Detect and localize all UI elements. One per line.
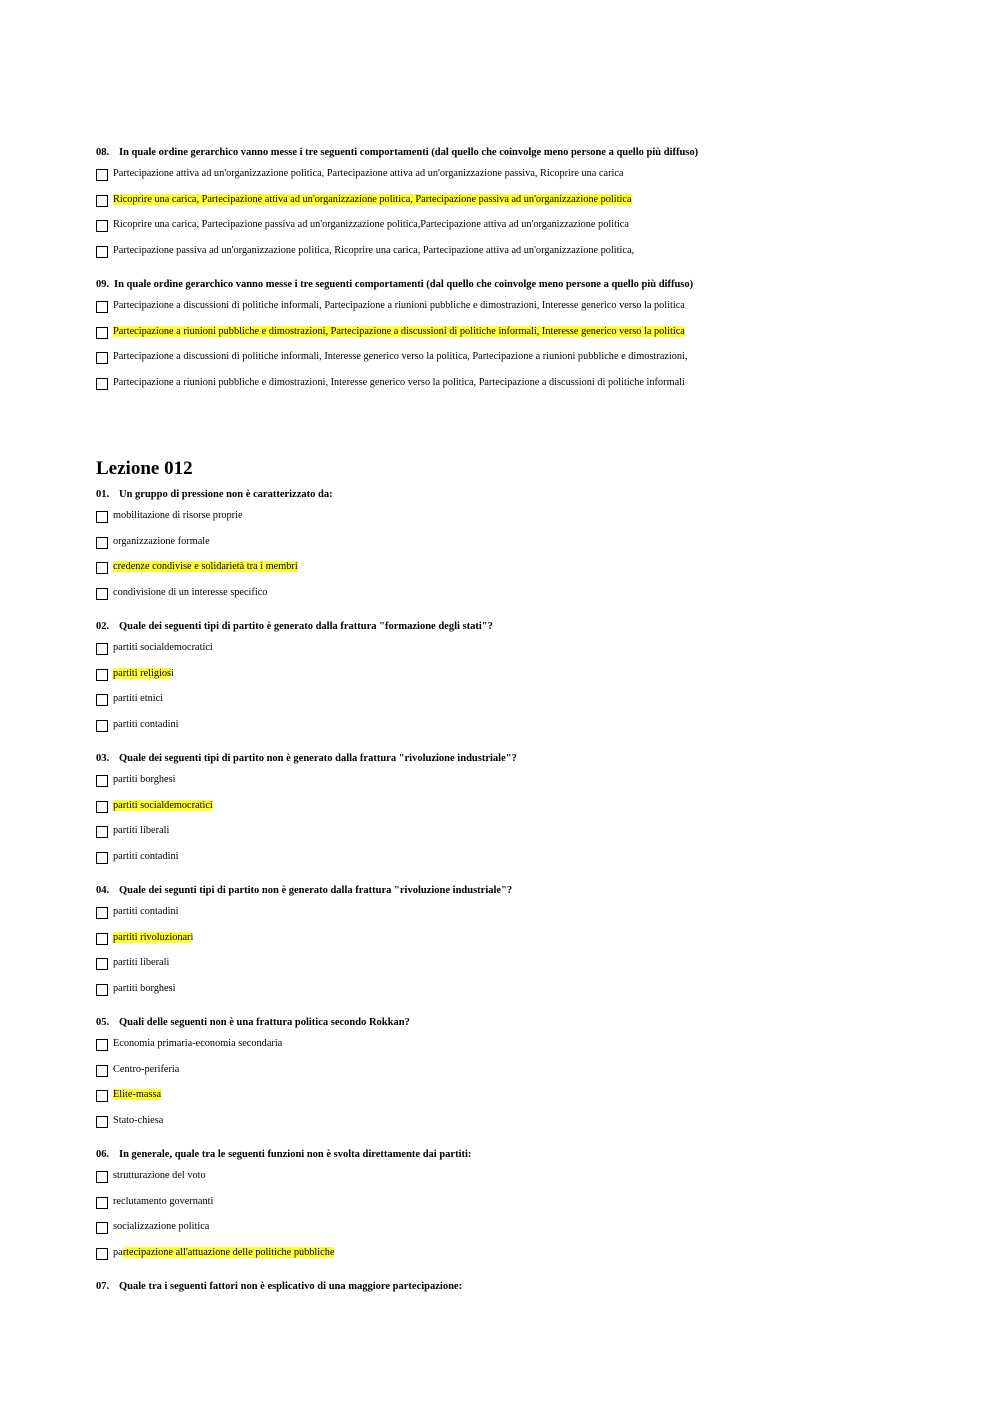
question-block — [96, 752, 966, 872]
answer-text-plain: partiti etnici — [113, 693, 164, 704]
answer-text-plain: partiti contadini — [113, 718, 179, 730]
answer-option[interactable] — [96, 1085, 966, 1111]
question-block — [96, 884, 966, 1004]
correct-answer-highlight: partiti religios — [113, 667, 172, 679]
answer-text-plain: Partecipazione a discussioni di politiche informali, Interesse generico verso la politica, Partecipazione a riunioni pubbliche e dimostrazioni, — [113, 351, 688, 362]
answer-option[interactable] — [96, 689, 966, 715]
answer-text — [113, 193, 632, 207]
question-number: 05. — [96, 1017, 110, 1028]
answer-text — [113, 982, 175, 996]
answer-text-plain: partiti socialdemocratici — [113, 642, 213, 653]
answer-text-plain: partiti liberali — [113, 957, 170, 968]
question-label: Quale tra i seguenti fattori non è esplicativo di una maggiore partecipazione: — [119, 1281, 463, 1292]
answer-text — [113, 641, 213, 655]
question-number: 03. — [96, 753, 110, 764]
checkbox-icon[interactable] — [96, 537, 108, 549]
answer-text-plain: Partecipazione attiva ad un'organizzazione politica, Partecipazione attiva ad un'organizzazione passiva, Ricoprire una carica — [113, 168, 624, 179]
answer-text-plain: i — [190, 931, 194, 943]
answer-option[interactable] — [96, 190, 966, 216]
answer-text-plain: strutturazione del voto — [113, 1170, 206, 1181]
checkbox-icon[interactable] — [96, 907, 108, 919]
answer-text — [113, 799, 213, 813]
answer-text — [113, 586, 267, 600]
correct-answer-highlight: partiti socialdemocratici — [113, 799, 213, 811]
answer-option[interactable] — [96, 902, 966, 928]
question-number: 02. — [96, 621, 110, 632]
answer-option[interactable] — [96, 953, 966, 979]
answer-text-plain: partiti contadini — [113, 906, 179, 917]
question-number: 07. — [96, 1281, 110, 1292]
answer-text — [113, 535, 210, 549]
question-text — [96, 1016, 966, 1030]
answer-option[interactable] — [96, 215, 966, 241]
checkbox-icon[interactable] — [96, 694, 108, 706]
checkbox-icon[interactable] — [96, 562, 108, 574]
checkbox-icon[interactable] — [96, 169, 108, 181]
answer-text — [113, 218, 629, 232]
answer-option[interactable] — [96, 296, 966, 322]
answer-text-plain: Partecipazione a riunioni pubbliche e dimostrazioni, Interesse generico verso la politica, Partecipazione a discussioni di politiche informali — [113, 376, 685, 388]
correct-answer-highlight: partiti rivoluzionar — [113, 931, 191, 943]
checkbox-icon[interactable] — [96, 933, 108, 945]
answer-text-plain: Centro-periferia — [113, 1063, 180, 1075]
answer-text — [113, 850, 178, 864]
question-number: 06. — [96, 1149, 110, 1160]
answer-text — [113, 905, 178, 919]
question-label: In quale ordine gerarchico vanno messe i tre seguenti comportamenti (dal quello che coinvolge meno persone a quello più diffuso) — [114, 279, 694, 290]
checkbox-icon[interactable] — [96, 1116, 108, 1128]
answer-option[interactable] — [96, 979, 966, 1005]
question-text — [96, 146, 966, 160]
answer-text — [113, 167, 624, 181]
answer-text — [113, 1169, 206, 1183]
answer-option[interactable] — [96, 532, 966, 558]
answer-option[interactable] — [96, 1217, 966, 1243]
answer-text-plain: partiti borghesi — [113, 982, 176, 994]
question-block — [96, 1280, 966, 1294]
question-text — [96, 1148, 966, 1162]
question-block — [96, 488, 966, 608]
correct-answer-highlight: Partecipazione a riunioni pubbliche e dimostrazioni, Partecipazione a discussioni di politiche informali, Interesse generico verso la politica — [113, 325, 685, 337]
checkbox-icon[interactable] — [96, 852, 108, 864]
question-label: In generale, quale tra le seguenti funzioni non è svolta direttamente dai partiti: — [119, 1149, 472, 1160]
correct-answer-highlight: Elite-massa — [113, 1089, 162, 1100]
answer-text-plain: Partecipazione passiva ad un'organizzazione politica, Ricoprire una carica, Partecipazione attiva ad un'organizzazione politica, — [113, 244, 635, 256]
answer-text — [113, 376, 685, 390]
question-text — [96, 1280, 966, 1294]
question-label: Quale dei seguenti tipi di partito non è generato dalla frattura "rivoluzione industriale"? — [119, 753, 517, 764]
checkbox-icon[interactable] — [96, 1222, 108, 1234]
correct-answer-highlight: Ricoprire una carica, Partecipazione attiva ad un'organizzazione politica, Partecipazione passiva ad un'organizzazione politica — [113, 193, 632, 205]
answer-option[interactable] — [96, 664, 966, 690]
checkbox-icon[interactable] — [96, 1039, 108, 1051]
question-text — [96, 488, 966, 502]
question-block — [96, 620, 966, 740]
checkbox-icon[interactable] — [96, 984, 108, 996]
answer-text-plain: partiti contadini — [113, 850, 179, 862]
question-text — [96, 620, 966, 634]
answer-option[interactable] — [96, 1111, 966, 1137]
answer-text-plain: organizzazione formale — [113, 535, 210, 547]
correct-answer-highlight: credenze condivise e solidarietà tra i membri — [113, 561, 298, 572]
checkbox-icon[interactable] — [96, 1090, 108, 1102]
answer-text — [113, 1246, 334, 1260]
checkbox-icon[interactable] — [96, 301, 108, 313]
question-label: Quale dei seguenti tipi di partito è generato dalla frattura "formazione degli stati"? — [119, 621, 493, 632]
answer-option[interactable] — [96, 638, 966, 664]
answer-text-plain: socializzazione politica — [113, 1221, 210, 1232]
question-number: 01. — [96, 489, 110, 500]
answer-option[interactable] — [96, 847, 966, 873]
lesson-title: Lezione 012 — [96, 458, 193, 479]
question-label: In quale ordine gerarchico vanno messe i tre seguenti comportamenti (dal quello che coinvolge meno persone a quello più diffuso) — [119, 147, 699, 158]
answer-option[interactable] — [96, 506, 966, 532]
answer-option[interactable] — [96, 796, 966, 822]
checkbox-icon[interactable] — [96, 958, 108, 970]
answer-text-plain: mobilitazione di risorse proprie — [113, 510, 243, 521]
answer-text-plain: Partecipazione a discussioni di politiche informali, Partecipazione a riunioni pubbliche e dimostrazioni, Interesse generico verso la politica — [113, 300, 685, 311]
answer-option[interactable] — [96, 928, 966, 954]
answer-text — [113, 509, 243, 523]
answer-text — [113, 325, 685, 339]
answer-option[interactable] — [96, 1060, 966, 1086]
question-block — [96, 278, 966, 398]
question-block — [96, 146, 966, 266]
answer-text — [113, 718, 178, 732]
question-number: 09. — [96, 279, 110, 290]
question-text — [96, 752, 966, 766]
checkbox-icon[interactable] — [96, 775, 108, 787]
question-number: 08. — [96, 147, 110, 158]
answer-text-plain: Economia primaria-economia secondaria — [113, 1038, 283, 1049]
answer-text — [113, 956, 169, 970]
answer-option[interactable] — [96, 241, 966, 267]
answer-text-plain: partiti borghesi — [113, 774, 176, 785]
answer-option[interactable] — [96, 347, 966, 373]
checkbox-icon[interactable] — [96, 720, 108, 732]
answer-option[interactable] — [96, 557, 966, 583]
lesson-questions — [96, 488, 966, 1294]
correct-answer-highlight: rtecipazione all'attuazione delle politiche pubbliche — [122, 1246, 335, 1258]
answer-text — [113, 692, 163, 706]
answer-text — [113, 1037, 282, 1051]
question-label: Un gruppo di pressione non è caratterizzato da: — [119, 489, 333, 500]
checkbox-icon[interactable] — [96, 643, 108, 655]
checkbox-icon[interactable] — [96, 220, 108, 232]
checkbox-icon[interactable] — [96, 588, 108, 600]
previous-lesson-questions — [96, 146, 966, 398]
answer-option[interactable] — [96, 770, 966, 796]
answer-option[interactable] — [96, 821, 966, 847]
checkbox-icon[interactable] — [96, 1248, 108, 1260]
answer-text — [113, 350, 687, 364]
answer-text — [113, 299, 685, 313]
answer-text — [113, 667, 174, 681]
question-text — [96, 884, 966, 898]
answer-text — [113, 560, 298, 574]
checkbox-icon[interactable] — [96, 378, 108, 390]
checkbox-icon[interactable] — [96, 246, 108, 258]
answer-text-plain: pa — [113, 1246, 123, 1258]
question-label: Quale dei segunti tipi di partito non è generato dalla frattura "rivoluzione industriale"? — [119, 885, 513, 896]
checkbox-icon[interactable] — [96, 511, 108, 523]
answer-option[interactable] — [96, 164, 966, 190]
question-block — [96, 1016, 966, 1136]
answer-text — [113, 931, 193, 945]
answer-option[interactable] — [96, 1166, 966, 1192]
checkbox-icon[interactable] — [96, 1197, 108, 1209]
answer-text-plain: condivisione di un interesse specifico — [113, 586, 268, 598]
question-number: 04. — [96, 885, 110, 896]
answer-text — [113, 1220, 209, 1234]
answer-text-plain: partiti liberali — [113, 825, 170, 836]
answer-text — [113, 1195, 213, 1209]
answer-text-plain: reclutamento governanti — [113, 1195, 214, 1207]
question-label: Quali delle seguenti non è una frattura politica secondo Rokkan? — [119, 1017, 410, 1028]
answer-text — [113, 244, 634, 258]
answer-text — [113, 824, 169, 838]
checkbox-icon[interactable] — [96, 352, 108, 364]
checkbox-icon[interactable] — [96, 801, 108, 813]
checkbox-icon[interactable] — [96, 1171, 108, 1183]
answer-option[interactable] — [96, 322, 966, 348]
answer-option[interactable] — [96, 1243, 966, 1269]
answer-text — [113, 1088, 161, 1102]
answer-text-plain: i — [171, 667, 174, 679]
checkbox-icon[interactable] — [96, 195, 108, 207]
document-page — [96, 146, 966, 1306]
answer-option[interactable] — [96, 1192, 966, 1218]
answer-text-plain: Ricoprire una carica, Partecipazione passiva ad un'organizzazione politica,Partecipazione attiva ad un'organizzazione politica — [113, 219, 629, 230]
answer-option[interactable] — [96, 583, 966, 609]
question-text — [96, 278, 966, 292]
answer-option[interactable] — [96, 715, 966, 741]
checkbox-icon[interactable] — [96, 669, 108, 681]
question-block — [96, 1148, 966, 1268]
answer-option[interactable] — [96, 373, 966, 399]
answer-text-plain: Stato-chiesa — [113, 1114, 164, 1126]
answer-option[interactable] — [96, 1034, 966, 1060]
checkbox-icon[interactable] — [96, 327, 108, 339]
answer-text — [113, 1114, 163, 1128]
checkbox-icon[interactable] — [96, 1065, 108, 1077]
checkbox-icon[interactable] — [96, 826, 108, 838]
answer-text — [113, 773, 175, 787]
answer-text — [113, 1063, 179, 1077]
